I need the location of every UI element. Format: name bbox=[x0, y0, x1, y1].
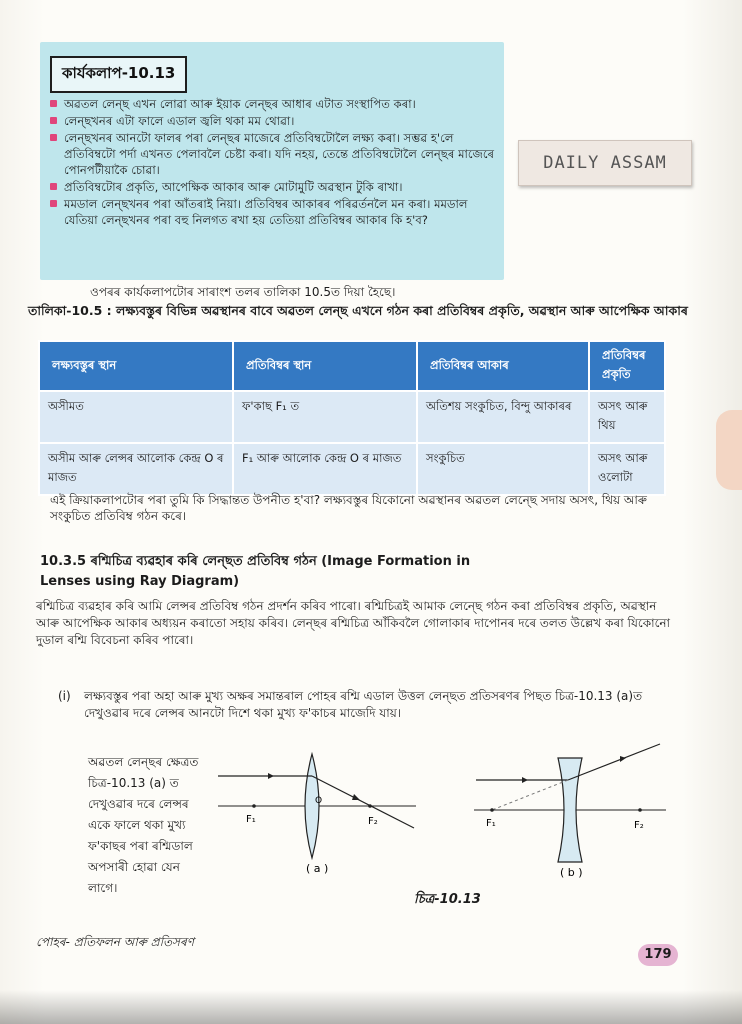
table-cell: অসীমত bbox=[39, 391, 233, 443]
table-header: লক্ষ্যবস্তুৰ স্থান bbox=[39, 341, 233, 391]
activity-item: অৱতল লেন্ছ এখন লোৱা আৰু ইয়াক লেন্ছৰ আধাৰ এটাত সংস্থাপিত কৰা। bbox=[48, 96, 498, 112]
page-footer: পোহৰ- প্ৰতিফলন আৰু প্ৰতিসৰণ bbox=[36, 935, 194, 949]
section-heading: 10.3.5 ৰশ্মিচিত্ৰ ব্যৱহাৰ কৰি লেন্ছত প্ৰতিবিম্ব গঠন (Image Formation in Lenses using Ray Diagram) bbox=[40, 554, 471, 589]
bullet-icon bbox=[50, 117, 57, 124]
bullet-icon bbox=[50, 200, 57, 207]
refracted-ray bbox=[312, 776, 414, 828]
results-table bbox=[38, 340, 666, 496]
ray-diagram-concave bbox=[470, 740, 670, 880]
bullet-icon bbox=[50, 134, 57, 141]
section-paragraph: ৰশ্মিচিত্ৰ ব্যৱহাৰ কৰি আমি লেন্সৰ প্ৰতিবিম্ব গঠন প্ৰদৰ্শন কৰিব পাৰো। ৰশ্মিচিত্ৰই আমাক লেন্ছে গঠন কৰা প্ৰতিবিম্বৰ প্ৰকৃতি, অৱস্থান আৰু আপেক্ষিক আকাৰ অধ্যয়ন কৰাতো সহায় কৰিব। লেন্ছৰ ৰশ্মিচিত্ৰ আঁকিবলৈ গোলাকাৰ দাপোনৰ দৰে তলত উল্লেখ কৰা যিকোনো দুডাল ৰশ্মি বিবেচনা কৰিব পাৰো। bbox=[36, 599, 671, 647]
activity-item: লেন্ছখনৰ এটা ফালে এডাল জ্বলি থকা মম থোৱা। bbox=[48, 113, 498, 129]
table-cell: অতিশয় সংকুচিত, বিন্দু আকাৰৰ bbox=[417, 391, 589, 443]
table-cell: সংকুচিত bbox=[417, 443, 589, 495]
table-row bbox=[39, 443, 665, 495]
convex-lens bbox=[305, 754, 319, 858]
table-caption-text: লক্ষ্যবস্তুৰ বিভিন্ন অৱস্থানৰ বাবে অৱতল লেন্ছ এখনে গঠন কৰা প্ৰতিবিম্বৰ প্ৰকৃতি, অৱস্থান আৰু আপেক্ষিক আকাৰ bbox=[116, 303, 688, 318]
table-cell: ফ'কাছ F₁ ত bbox=[233, 391, 417, 443]
focus-point bbox=[638, 808, 642, 812]
ray-diagram-convex bbox=[212, 748, 424, 876]
figure-a-label: ( a ) bbox=[306, 862, 329, 875]
arrow-icon bbox=[620, 756, 626, 762]
o-label: O bbox=[315, 796, 323, 806]
f2-label: F₂ bbox=[368, 816, 378, 827]
f1-label: F₁ bbox=[246, 814, 256, 825]
table-cell: অসৎ আৰু ওলোটা bbox=[589, 443, 665, 495]
arrow-icon bbox=[352, 794, 360, 800]
f1-label: F₁ bbox=[486, 818, 496, 829]
activity-list bbox=[48, 96, 498, 229]
table-cell: অসীম আৰু লেন্সৰ আলোক কেন্দ্ৰ O ৰ মাজত bbox=[39, 443, 233, 495]
page-number: 179 bbox=[638, 944, 678, 966]
arrow-icon bbox=[268, 773, 274, 779]
daily-assam-stamp: DAILY ASSAM bbox=[518, 140, 692, 186]
bullet-icon bbox=[50, 183, 57, 190]
activity-item: লেন্ছখনৰ আনটো ফালৰ পৰা লেন্ছৰ মাজেৰে প্ৰতিবিম্বটোলৈ লক্ষ্য কৰা। সম্ভৱ হ'লে প্ৰতিবিম্বটো পৰ্দা এখনত পেলাবলৈ চেষ্টা কৰা। যদি নহয়, তেন্তে প্ৰতিবিম্বটোলৈ লেন্ছৰ মাজেৰে পোনপটীয়াকৈ চোৱা। bbox=[48, 130, 498, 178]
arrow-icon bbox=[522, 777, 528, 783]
table-header: প্ৰতিবিম্বৰ আকাৰ bbox=[417, 341, 589, 391]
page-tab-edge bbox=[716, 410, 742, 490]
table-row bbox=[39, 391, 665, 443]
table-header: প্ৰতিবিম্বৰ প্ৰকৃতি bbox=[589, 341, 665, 391]
item-marker: (i) bbox=[58, 689, 71, 703]
table-cell: অসৎ আৰু থিয় bbox=[589, 391, 665, 443]
side-text: অৱতল লেন্ছৰ ক্ষেত্ৰত চিত্ৰ-10.13 (a) ত দেখুওৱাৰ দৰে লেন্সৰ একে ফালে থকা মুখ্য ফ'কাছৰ পৰা ৰশ্মিডাল অপসাৰী হোৱা যেন লাগে। bbox=[88, 755, 199, 895]
table-header-row bbox=[39, 341, 665, 391]
page-fold-shadow bbox=[0, 990, 742, 1024]
focus-point bbox=[490, 808, 494, 812]
figure-caption: চিত্ৰ-10.13 bbox=[414, 892, 481, 907]
virtual-ray bbox=[492, 780, 568, 810]
figure-b-label: ( b ) bbox=[560, 866, 583, 879]
activity-item: প্ৰতিবিম্বটোৰ প্ৰকৃতি, আপেক্ষিক আকাৰ আৰু মোটামুটি অৱস্থান টুকি ৰাখা। bbox=[48, 179, 498, 195]
bullet-icon bbox=[50, 100, 57, 107]
table-caption bbox=[28, 302, 688, 319]
conclusion-text: এই ক্ৰিয়াকলাপটোৰ পৰা তুমি কি সিদ্ধান্তত উপনীত হ'বা? লক্ষ্যবস্তুৰ যিকোনো অৱস্থানৰ অৱতল লেন্ছে সদায় অসৎ, থিয় আৰু সংকুচিত প্ৰতিবিম্ব গঠন কৰে। bbox=[50, 493, 647, 523]
activity-title: কাৰ্যকলাপ-10.13 bbox=[50, 56, 187, 93]
table-caption-label: তালিকা-10.5 : bbox=[28, 303, 112, 318]
activity-item: মমডাল লেন্ছখনৰ পৰা আঁতৰাই নিয়া। প্ৰতিবিম্বৰ আকাৰৰ পৰিৱৰ্তনলৈ মন কৰা। মমডাল যেতিয়া লেন্ছখনৰ পৰা বহু নিলগত ৰখা হয় তেতিয়া প্ৰতিবিম্বৰ আকাৰ কি হ'ব? bbox=[48, 196, 498, 228]
diverging-ray bbox=[568, 744, 660, 780]
table-cell: F₁ আৰু আলোক কেন্দ্ৰ O ৰ মাজত bbox=[233, 443, 417, 495]
focus-point bbox=[368, 804, 372, 808]
focus-point bbox=[252, 804, 256, 808]
f2-label: F₂ bbox=[634, 820, 644, 831]
summary-line: ওপৰৰ কাৰ্যকলাপটোৰ সাৰাংশ তলৰ তালিকা 10.5ত দিয়া হৈছে। bbox=[90, 285, 396, 299]
item-i-text: লক্ষ্যবস্তুৰ পৰা অহা আৰু মুখ্য অক্ষৰ সমান্তৰাল পোহৰ ৰশ্মি এডাল উত্তল লেন্ছত প্ৰতিসৰণৰ পিছত চিত্ৰ-10.13 (a)ত দেখুওৱাৰ দৰে লেন্সৰ আনটো দিশে থকা মুখ্য ফ'কাচৰ মাজেদি যায়। bbox=[84, 689, 643, 720]
table-header: প্ৰতিবিম্বৰ স্থান bbox=[233, 341, 417, 391]
